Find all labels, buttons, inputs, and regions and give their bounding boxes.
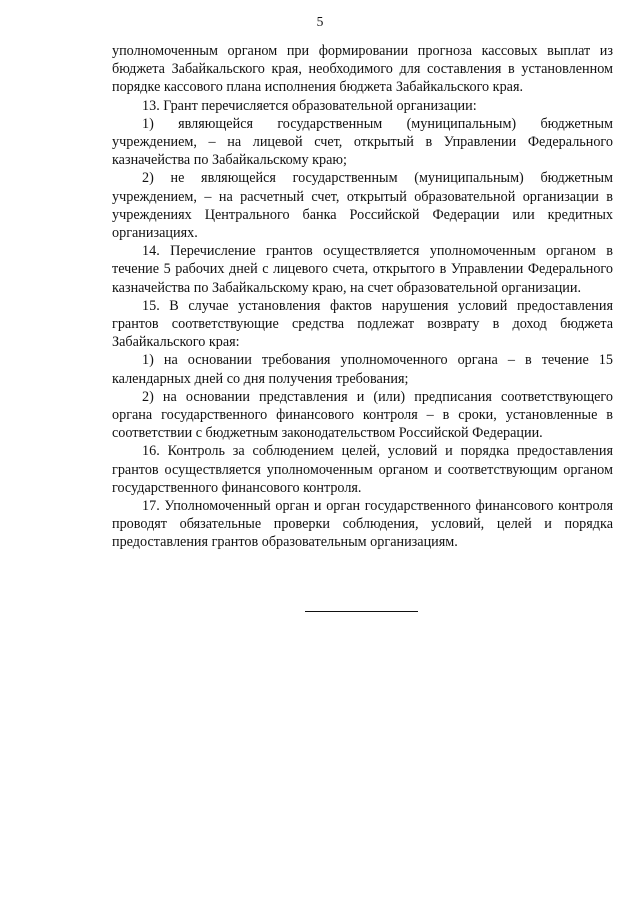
closing-rule [305,611,418,612]
paragraph-continuation: уполномоченным органом при формировании прогноза кассовых выплат из бюджета Забайкальского края, необходимого для составления в установленном порядке кассового плана исполнения бюджета Забайкальского края. [112,43,613,96]
paragraph-13-item-1: 1) являющейся государственным (муниципальным) бюджетным учреждением, – на лицевой счет, открытый в Управлении Федерального казначейства по Забайкальскому краю; [112,115,613,169]
paragraph-14: 14. Перечисление грантов осуществляется уполномоченным органом в течение 5 рабочих дней с лицевого счета, открытого в Управлении Федерального казначейства по Забайкальскому краю, на счет образовательной организации. [112,243,613,296]
document-body [112,42,613,552]
paragraph-13: 13. Грант перечисляется образовательной организации: [142,97,477,114]
page-number: 5 [316,14,324,29]
paragraph-15: 15. В случае установления фактов нарушения условий предоставления грантов соответствующие средства подлежат возврату в доход бюджета Забайкальского края: [112,297,613,351]
paragraph-16: 16. Контроль за соблюдением целей, условий и порядка предоставления грантов осуществляется уполномоченным органом и соответствующим органом государственного финансового контроля. [112,443,613,496]
paragraph-15-item-2: 2) на основании представления и (или) предписания соответствующего органа государственного финансового контроля – в сроки, установленные в соответствии с бюджетным законодательством Российской Федерации. [112,388,613,442]
paragraph-13-item-2: 2) не являющейся государственным (муниципальным) бюджетным учреждением, – на расчетный счет, открытый образовательной организации в учреждениях Центрального банка Российской Федерации или кредитных организациях. [112,170,613,242]
paragraph-17: 17. Уполномоченный орган и орган государственного финансового контроля проводят обязательные проверки соблюдения, условий, целей и порядка предоставления грантов образовательным организациям. [112,498,613,551]
paragraph-15-item-1: 1) на основании требования уполномоченного органа – в течение 15 календарных дней со дня получения требования; [112,352,613,387]
